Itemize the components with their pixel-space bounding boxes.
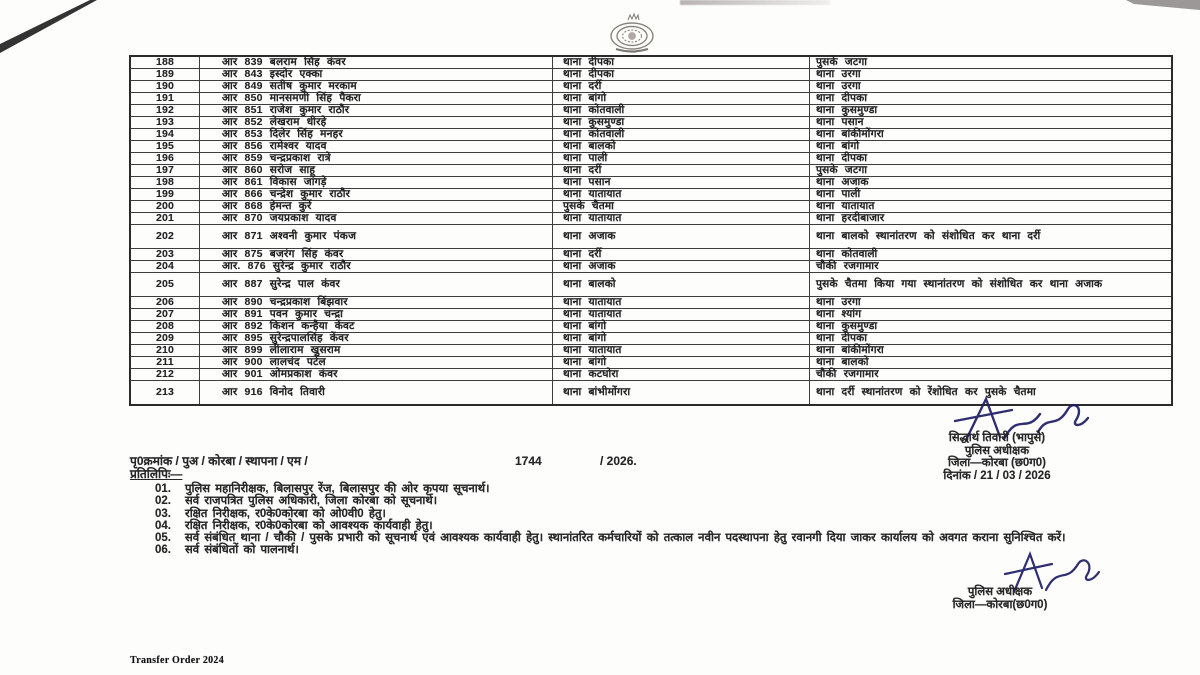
reference-year: / 2026. [600,454,637,468]
table-row [130,129,1172,141]
cell-to: थाना बालको [810,357,1173,369]
cell-to: थाना उरगा [810,297,1173,309]
table-row [130,357,1172,369]
cell-from: थाना कोतवाली [553,129,810,141]
cell-to: थाना बांकीमोंगरा [810,129,1173,141]
cell-name: आर 871 अश्वनी कुमार पंकज [200,225,553,249]
table-row [130,141,1172,153]
cell-sn: 204 [130,261,200,273]
cell-name: आर 870 जयप्रकाश यादव [200,213,553,225]
cell-from: पुसके चैतमा [553,201,810,213]
cell-to: थाना कोतवाली [810,249,1173,261]
copy-list [155,483,1165,557]
table-row [130,117,1172,129]
copy-item-number: 04. [155,519,171,532]
cell-sn: 206 [130,297,200,309]
cell-sn: 209 [130,333,200,345]
cell-to: थाना बांगो [810,141,1173,153]
cell-to: चौकी रजगामार [810,369,1173,381]
copy-item-text: सर्व राजपत्रित पुलिस अधिकारी, जिला कोरबा को सूचनार्थ। [185,495,438,508]
cell-sn: 213 [130,381,200,405]
cell-name: आर 861 विकास जांगड़े [200,177,553,189]
cell-sn: 193 [130,117,200,129]
signatory-name: सिद्धार्थ तिवारी (भापुसे) [948,432,1046,444]
cell-name: आर 856 रामेश्वर यादव [200,141,553,153]
cell-name: आर 850 मानसमणी सिंह पैकरा [200,93,553,105]
signatory-block [872,432,1122,482]
reference-number: 1744 [515,454,542,468]
cell-from: थाना यातायात [553,297,810,309]
cell-name: आर 901 ओमप्रकाश कंवर [200,369,553,381]
cell-from: थाना बांगो [553,333,810,345]
copy-item-number: 02. [155,495,171,508]
cell-sn: 192 [130,105,200,117]
table-row [130,261,1172,273]
cell-sn: 212 [130,369,200,381]
cell-sn: 202 [130,225,200,249]
copy-item-text: रक्षित निरीक्षक, र0के0कोरबा को ओ0वी0 हेतु। [185,507,386,520]
table-row [130,345,1172,357]
table-row [130,309,1172,321]
table-row [130,381,1172,405]
cell-from: थाना दीपका [553,69,810,81]
cell-sn: 195 [130,141,200,153]
cell-to: पुसके चैतमा किया गया स्थानांतरण को संशोधित कर थाना अजाक [810,273,1173,297]
table-row [130,56,1172,69]
scan-fold-mark [0,0,110,60]
reference-line [130,455,830,468]
cell-from: थाना अजाक [553,261,810,273]
cell-from: थाना कोतवाली [553,105,810,117]
cell-to: पुसके जटगा [810,56,1173,69]
cell-name: आर 887 सुरेन्द्र पाल कंवर [200,273,553,297]
table-row [130,321,1172,333]
cell-sn: 211 [130,357,200,369]
signatory-date: दिनांक / 21 / 03 / 2026 [943,469,1051,482]
cell-sn: 207 [130,309,200,321]
cell-from: थाना दीपका [553,56,810,69]
cell-sn: 196 [130,153,200,165]
copies-heading: प्रतिलिपिः— [130,467,183,481]
transfer-table-grid [129,55,1173,406]
copy-item-text: रक्षित निरीक्षक, र0के0कोरबा को आवश्यक कार्यवाही हेतु। [185,519,433,532]
transfer-table [129,55,1173,406]
cell-to: थाना दीपका [810,333,1173,345]
cell-to: थाना उरगा [810,81,1173,93]
copy-item [155,483,1165,495]
cell-to: थाना पाली [810,189,1173,201]
signatory-district: जिला—कोरबा (छ0ग0) [947,457,1047,469]
copy-item [155,532,1165,544]
cell-from: थाना पसान [553,177,810,189]
cell-from: थाना दर्री [553,81,810,93]
cell-from: थाना दर्री [553,165,810,177]
copy-item-number: 05. [155,532,171,545]
table-row [130,153,1172,165]
cell-from: थाना बांगो [553,357,810,369]
table-row [130,213,1172,225]
cell-to: थाना यातायात [810,201,1173,213]
police-crest-emblem [608,11,656,55]
cell-sn: 188 [130,56,200,69]
copy-item-text: सर्व संबंधित थाना / चौकी / पुसके प्रभारी को सूचनार्थ एवं आवश्यक कार्यवाही हेतु। स्थानांतरित कर्मचारियों को तत्काल नवीन पदस्थापना हेतु रवानगी दिया जाकर कार्यालय को अवगत कराना सुनिश्चित करें। [185,532,1066,545]
cell-name: आर 891 पवन कुमार चन्द्रा [200,309,553,321]
cell-sn: 189 [130,69,200,81]
cell-name: आर 900 लालचंद पटेल [200,357,553,369]
table-row [130,201,1172,213]
cell-to: थाना श्यांग [810,309,1173,321]
cell-from: थाना बालको [553,141,810,153]
copy-item-number: 03. [155,507,171,520]
table-row [130,249,1172,261]
cell-name: आर 866 चन्द्रेश कुमार राठौर [200,189,553,201]
cell-from: थाना बांगो [553,321,810,333]
cell-sn: 190 [130,81,200,93]
table-row [130,69,1172,81]
cell-to: चौकी रजगामार [810,261,1173,273]
cell-name: आर 853 दिलेर सिंह मनहर [200,129,553,141]
cell-sn: 201 [130,213,200,225]
cell-name: आर 849 सतीष कुमार मरकाम [200,81,553,93]
cell-from: थाना यातायात [553,345,810,357]
cell-to: थाना उरगा [810,69,1173,81]
cell-name: आर 860 सरोज साहू [200,165,553,177]
cell-to: थाना पसान [810,117,1173,129]
cell-to: थाना कुसमुण्डा [810,105,1173,117]
cell-from: थाना दर्री [553,249,810,261]
copy-item-text: पुलिस महानिरीक्षक, बिलासपुर रेंज, बिलासपुर की ओर कृपया सूचनार्थ। [185,483,490,495]
table-row [130,273,1172,297]
cell-sn: 191 [130,93,200,105]
cell-sn: 200 [130,201,200,213]
table-row [130,225,1172,249]
signatory-title: पुलिस अधीक्षक [964,444,1030,457]
table-row [130,189,1172,201]
scan-smudge [680,0,830,5]
table-row [130,93,1172,105]
cell-name: आर 890 चन्द्रप्रकाश बिंझवार [200,297,553,309]
cell-to: थाना दर्री स्थानांतरण को रेंशोधित कर पुसके चैतमा [810,381,1173,405]
copy-item-number: 01. [155,483,171,495]
table-row [130,105,1172,117]
cell-from: थाना कुसमुण्डा [553,117,810,129]
reference-label: पृ0क्रमांक / पुअ / कोरबा / स्थापना / एम / [130,454,308,468]
cell-from: थाना यातायात [553,213,810,225]
table-row [130,297,1172,309]
cell-sn: 208 [130,321,200,333]
cell-name: आर 843 इस्दोर एक्का [200,69,553,81]
cell-to: थाना दीपका [810,153,1173,165]
copy-item [155,508,1165,520]
table-row [130,333,1172,345]
cell-from: थाना कटघोरा [553,369,810,381]
cell-from: थाना बालको [553,273,810,297]
cell-name: आर 868 हेमन्त कुर्रे [200,201,553,213]
cell-sn: 199 [130,189,200,201]
copy-item [155,544,1165,556]
cell-to: थाना बांकीमोंगरा [810,345,1173,357]
cell-sn: 197 [130,165,200,177]
cell-from: थाना बांगो [553,93,810,105]
cell-to: पुसके जटगा [810,165,1173,177]
cell-sn: 198 [130,177,200,189]
cell-name: आर. 876 सुरेन्द्र कुमार राठौर [200,261,553,273]
footer-tag: Transfer Order 2024 [130,655,225,666]
scan-edge-mark [1120,0,1200,14]
cell-to: थाना कुसमुण्डा [810,321,1173,333]
cell-from: थाना बांभीमोंगरा [553,381,810,405]
cell-sn: 203 [130,249,200,261]
cell-name: आर 895 सुरेन्द्रपालसिंह केंवर [200,333,553,345]
cell-to: थाना हरदीबाजार [810,213,1173,225]
cell-sn: 205 [130,273,200,297]
cell-to: थाना बालको स्थानांतरण को संशोधित कर थाना दर्री [810,225,1173,249]
cell-name: आर 852 लेखराम धीरहे [200,117,553,129]
cell-to: थाना अजाक [810,177,1173,189]
cell-name: आर 899 लीलाराम खुसराम [200,345,553,357]
table-row [130,177,1172,189]
copy-item [155,495,1165,507]
cell-name: आर 839 बलराम सिंह कंवर [200,56,553,69]
cell-from: थाना यातायात [553,309,810,321]
table-row [130,165,1172,177]
cell-to: थाना दीपका [810,93,1173,105]
cell-from: थाना पाली [553,153,810,165]
copy-item [155,520,1165,532]
table-row [130,369,1172,381]
signatory2-title: पुलिस अधीक्षक [967,586,1033,598]
cell-sn: 194 [130,129,200,141]
cell-sn: 210 [130,345,200,357]
table-row [130,81,1172,93]
cell-from: थाना अजाक [553,225,810,249]
signatory-block-2 [890,586,1110,612]
transfer-table-body [130,56,1172,405]
signatory2-district: जिला—कोरबा(छ0ग0) [952,599,1048,611]
cell-name: आर 916 विनोद तिवारी [200,381,553,405]
cell-name: आर 851 राजेश कुमार राठौर [200,105,553,117]
cell-from: थाना यातायात [553,189,810,201]
cell-name: आर 892 किशन कन्हैया केंवट [200,321,553,333]
copy-item-number: 06. [155,544,171,557]
copy-item-text: सर्व संबंधितों को पालनार्थ। [185,544,299,557]
cell-name: आर 859 चन्द्रप्रकाश रात्रे [200,153,553,165]
cell-name: आर 875 बजरंग सिंह कंवर [200,249,553,261]
